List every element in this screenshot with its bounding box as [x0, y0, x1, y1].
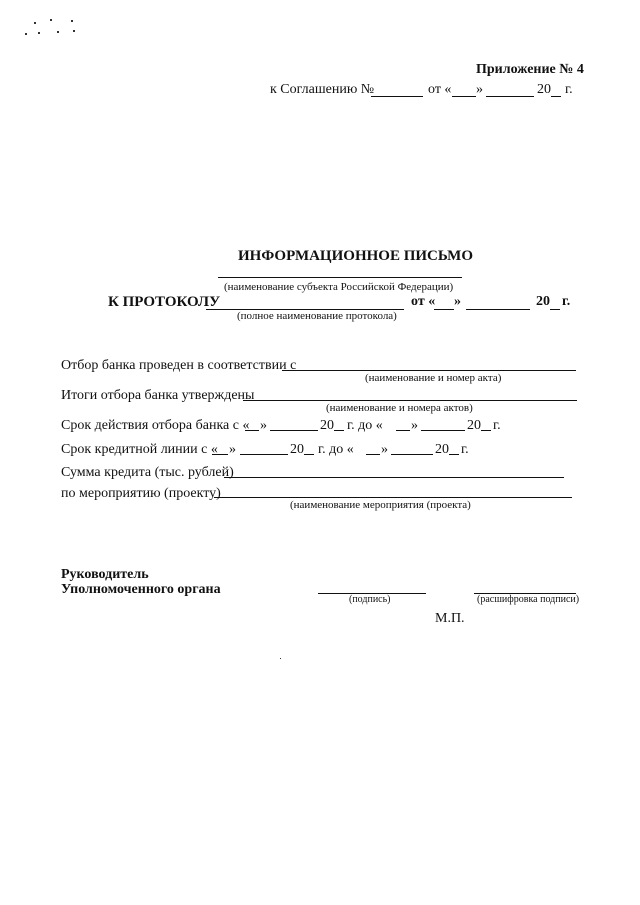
- subject-line: [218, 277, 462, 278]
- credit-line-term-label: Срок кредитной линии с «: [61, 442, 218, 457]
- credit-line-end-year-suffix: г.: [461, 442, 469, 457]
- project-line: [214, 497, 572, 498]
- protocol-hint: (полное наименование протокола): [237, 310, 397, 322]
- results-approved-line: [243, 400, 577, 401]
- protocol-month-line: [466, 309, 530, 310]
- validity-start-year-line: [334, 430, 344, 431]
- validity-end-day-line: [396, 430, 410, 431]
- protocol-label: К ПРОТОКОЛУ: [108, 294, 221, 310]
- signature-hint: (подпись): [349, 594, 391, 605]
- credit-line-end-month-line: [391, 454, 433, 455]
- results-approved-hint: (наименование и номера актов): [326, 402, 473, 414]
- agreement-day-line: [452, 96, 476, 97]
- validity-term-label: Срок действия отбора банка с «: [61, 418, 250, 433]
- protocol-year-suffix: г.: [562, 294, 571, 309]
- credit-line-start-month-line: [240, 454, 288, 455]
- validity-end-year-prefix: 20: [467, 418, 481, 433]
- agreement-number-line: [371, 96, 423, 97]
- credit-line-end-year-line: [449, 454, 459, 455]
- protocol-day-line: [434, 309, 454, 310]
- credit-line-mid-label: г. до «: [318, 442, 354, 457]
- selection-basis-hint: (наименование и номер акта): [365, 372, 502, 384]
- protocol-quote-close: »: [454, 294, 461, 309]
- validity-end-year-suffix: г.: [493, 418, 501, 433]
- validity-start-year-prefix: 20: [320, 418, 334, 433]
- letter-title: ИНФОРМАЦИОННОЕ ПИСЬМО: [238, 248, 474, 264]
- validity-quote-close-2: »: [411, 418, 418, 433]
- agreement-year-line: [551, 96, 561, 97]
- credit-line-quote-close-1: »: [229, 442, 236, 457]
- credit-sum-line: [224, 477, 564, 478]
- selection-basis-label: Отбор банка проведен в соответствии с: [61, 358, 297, 373]
- results-approved-label: Итоги отбора банка утверждены: [61, 388, 255, 403]
- credit-line-end-year-prefix: 20: [435, 442, 449, 457]
- project-label: по мероприятию (проекту): [61, 486, 221, 501]
- validity-end-month-line: [421, 430, 465, 431]
- agreement-prefix: к Соглашению №: [270, 82, 375, 97]
- validity-end-year-line: [481, 430, 491, 431]
- organ-title: Уполномоченного органа: [61, 582, 221, 597]
- agreement-from-label: от «: [428, 82, 452, 97]
- validity-start-day-line: [245, 430, 259, 431]
- validity-mid-label: г. до «: [347, 418, 383, 433]
- validity-start-month-line: [270, 430, 318, 431]
- agreement-year-suffix: г.: [565, 82, 573, 97]
- credit-line-start-year-prefix: 20: [290, 442, 304, 457]
- head-title: Руководитель: [61, 567, 149, 582]
- seal-label: М.П.: [435, 611, 465, 626]
- protocol-year-line: [550, 309, 560, 310]
- credit-line-quote-close-2: »: [381, 442, 388, 457]
- credit-line-end-day-line: [366, 454, 380, 455]
- protocol-from-label: от «: [411, 294, 436, 309]
- selection-basis-line: [282, 370, 576, 371]
- signature-decode-hint: (расшифровка подписи): [477, 594, 580, 605]
- credit-line-start-day-line: [212, 454, 228, 455]
- protocol-year-prefix: 20: [536, 294, 550, 309]
- appendix-title: Приложение № 4: [476, 62, 584, 77]
- credit-line-start-year-line: [304, 454, 314, 455]
- agreement-year-prefix: 20: [537, 82, 551, 97]
- subject-hint: (наименование субъекта Российской Федерации): [224, 281, 454, 293]
- agreement-month-line: [486, 96, 534, 97]
- agreement-quote-close: »: [476, 82, 483, 97]
- scan-dot: [280, 658, 281, 659]
- validity-quote-close-1: »: [260, 418, 267, 433]
- credit-sum-label: Сумма кредита (тыс. рублей): [61, 465, 234, 480]
- project-hint: (наименование мероприятия (проекта): [290, 499, 471, 511]
